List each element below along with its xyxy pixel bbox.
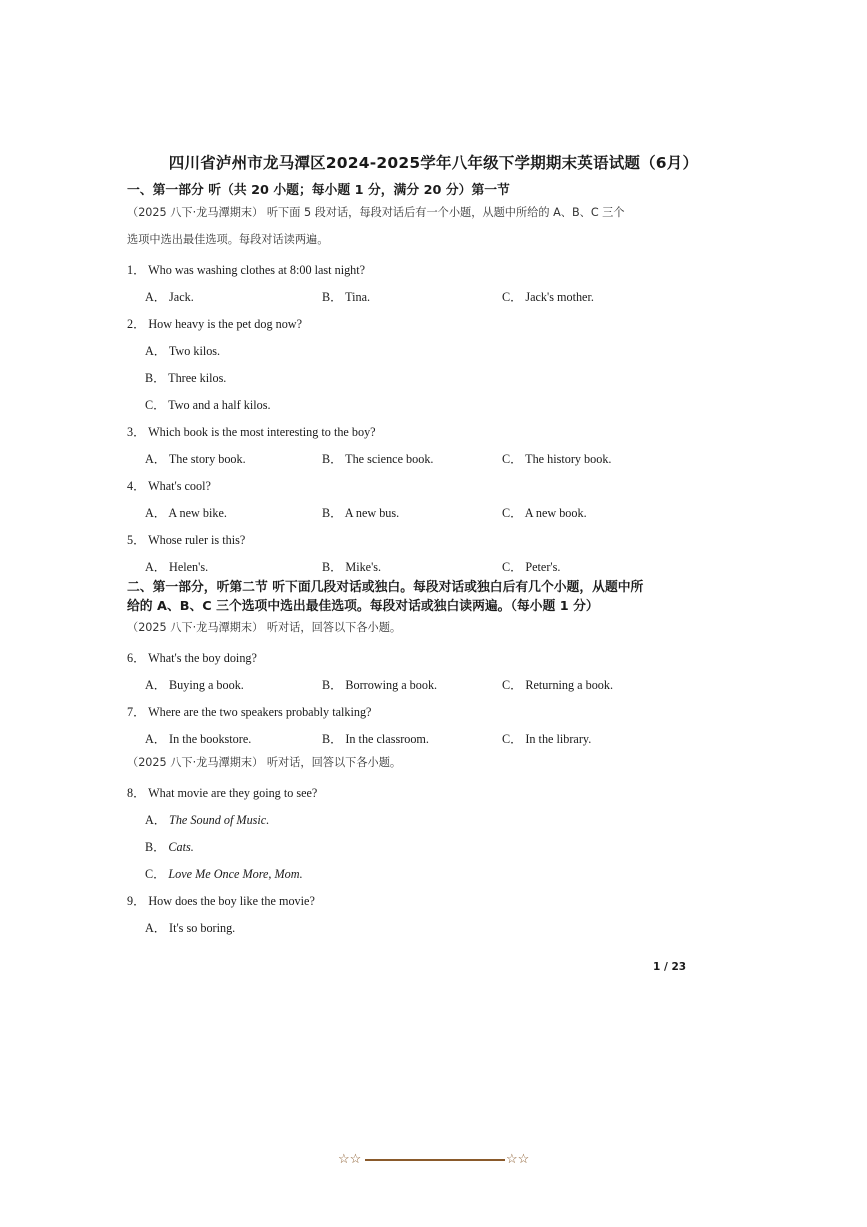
question-5-option-c: C． Peter's.: [502, 560, 561, 574]
question-6-stem: 6． What's the boy doing?: [127, 651, 257, 665]
question-5-option-b: B． Mike's.: [322, 560, 382, 574]
question-8-option-b: [145, 838, 194, 855]
question-3-option-b: B． The science book.: [322, 452, 434, 466]
question-7-option-b: B． In the classroom.: [322, 732, 429, 746]
movie-title: Cats.: [168, 840, 194, 854]
section2-note-2: （2025 八下·龙马潭期末） 听对话，回答以下各小题。: [127, 756, 402, 769]
question-3-stem: 3． Which book is the most interesting to the boy?: [127, 425, 376, 439]
section2-note-1: （2025 八下·龙马潭期末） 听对话，回答以下各小题。: [127, 621, 402, 634]
section1-intro-line2: 选项中选出最佳选项。每段对话读两遍。: [127, 233, 329, 246]
footer-ornament: [338, 1151, 530, 1169]
question-5-option-a: A． Helen's.: [145, 560, 209, 574]
question-4-stem: 4． What's cool?: [127, 479, 211, 493]
question-1-option-c: C． Jack's mother.: [502, 290, 594, 304]
movie-title: The Sound of Music.: [169, 813, 270, 827]
question-1-stem: 1． Who was washing clothes at 8:00 last night?: [127, 263, 366, 277]
page-title: 四川省泸州市龙马潭区2024-2025学年八年级下学期期末英语试题（6月）: [168, 154, 699, 172]
option-letter: C．: [145, 867, 166, 881]
question-9-stem: 9． How does the boy like the movie?: [127, 894, 315, 908]
question-7-option-c: C． In the library.: [502, 732, 592, 746]
question-4-option-b: B． A new bus.: [322, 506, 400, 520]
star-icon: ☆☆: [506, 1151, 530, 1166]
question-6-option-b: B． Borrowing a book.: [322, 678, 438, 692]
question-6-option-a: A． Buying a book.: [145, 678, 244, 692]
page-number: 1 / 23: [653, 961, 687, 973]
option-letter: B．: [145, 840, 166, 854]
section1-heading: 一、第一部分 听（共 20 小题；每小题 1 分，满分 20 分）第一节: [127, 183, 510, 198]
question-4-option-a: A． A new bike.: [145, 506, 227, 520]
question-2-stem: 2． How heavy is the pet dog now?: [127, 317, 302, 331]
question-3-option-c: C． The history book.: [502, 452, 612, 466]
question-8-option-a: [145, 811, 269, 828]
question-3-option-a: A． The story book.: [145, 452, 246, 466]
section2-heading-line1: 二、第一部分，听第二节 听下面几段对话或独白。每段对话或独白后有几个小题，从题中所: [127, 580, 644, 595]
question-2-option-c: C． Two and a half kilos.: [145, 398, 271, 412]
question-9-option-a: A． It's so boring.: [145, 921, 236, 935]
movie-title: Love Me Once More, Mom.: [168, 867, 303, 881]
question-4-option-c: C． A new book.: [502, 506, 587, 520]
question-8-option-c: [145, 865, 303, 882]
question-1-option-b: B． Tina.: [322, 290, 371, 304]
section2-heading-line2: 给的 A、B、C 三个选项中选出最佳选项。每段对话或独白读两遍。（每小题 1 分）: [127, 599, 599, 614]
option-letter: A．: [145, 813, 166, 827]
question-2-option-b: B． Three kilos.: [145, 371, 227, 385]
question-2-option-a: A． Two kilos.: [145, 344, 221, 358]
question-1-option-a: A． Jack.: [145, 290, 194, 304]
question-7-option-a: A． In the bookstore.: [145, 732, 252, 746]
star-icon: ☆☆: [338, 1151, 362, 1166]
question-8-stem: 8． What movie are they going to see?: [127, 786, 318, 800]
question-6-option-c: C． Returning a book.: [502, 678, 614, 692]
question-5-stem: 5． Whose ruler is this?: [127, 533, 246, 547]
question-7-stem: 7． Where are the two speakers probably talking?: [127, 705, 372, 719]
section1-intro-line1: （2025 八下·龙马潭期末） 听下面 5 段对话，每段对话后有一个小题，从题中所给的 A、B、C 三个: [127, 206, 625, 219]
divider: [365, 1159, 505, 1161]
